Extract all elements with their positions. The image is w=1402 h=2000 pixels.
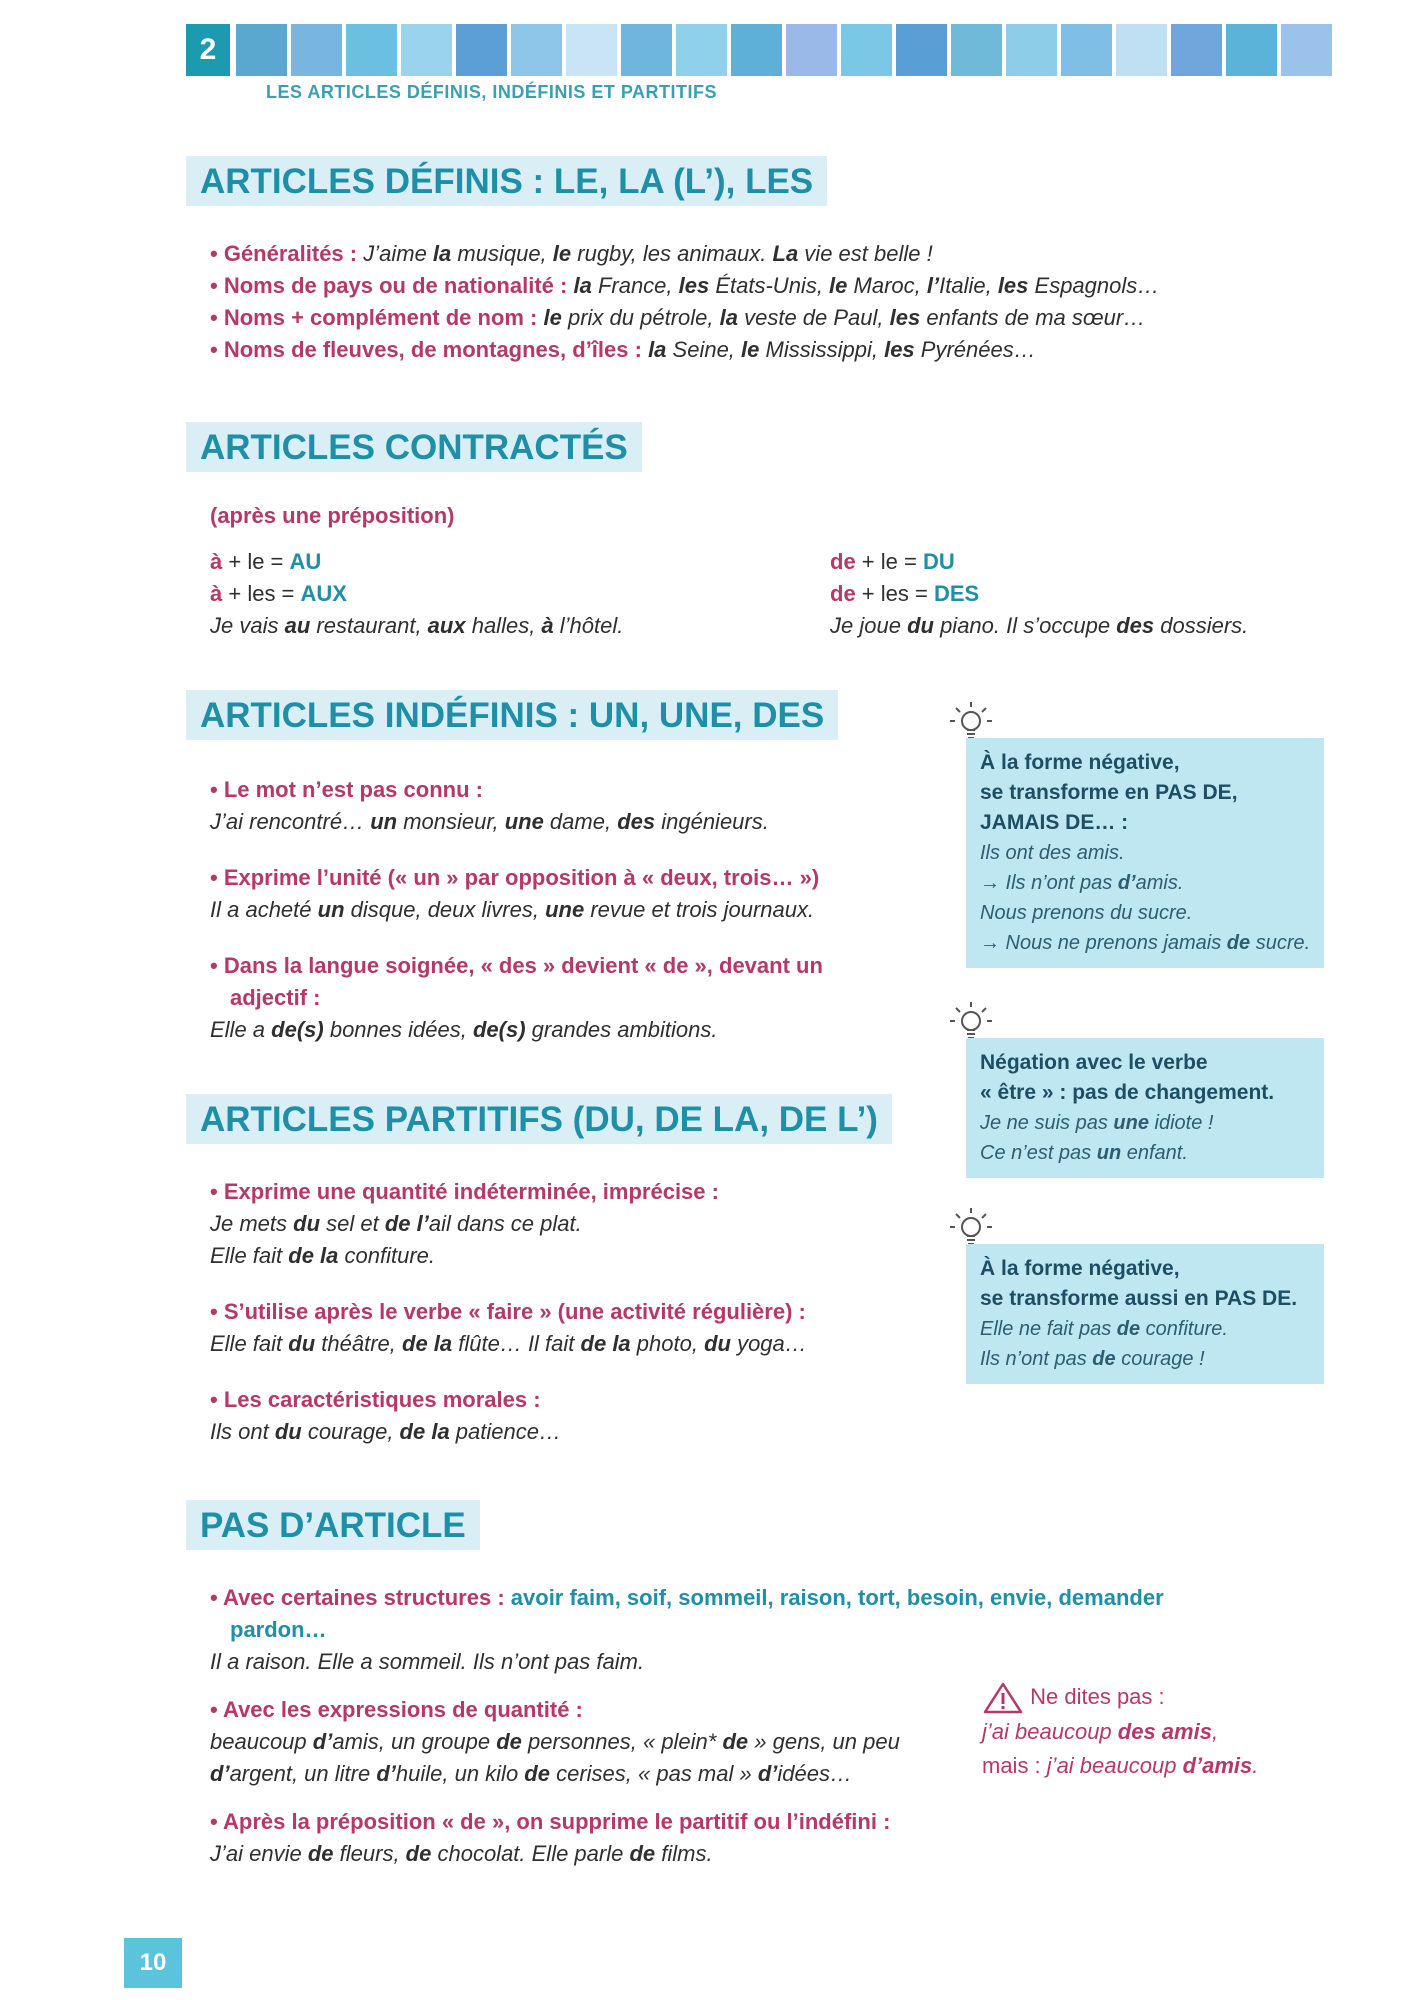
header-square bbox=[896, 24, 947, 76]
section-heading-partitifs: ARTICLES PARTITIFS (DU, DE LA, DE L’) bbox=[186, 1094, 892, 1144]
item-example: Elle a de(s) bonnes idées, de(s) grandes ambitions. bbox=[210, 1017, 718, 1042]
tip-title: « être » : pas de changement. bbox=[980, 1081, 1275, 1104]
item-example: J’aime la musique, le rugby, les animaux. La vie est belle ! bbox=[363, 241, 933, 266]
header-square bbox=[951, 24, 1002, 76]
header-square bbox=[456, 24, 507, 76]
definis-item: • Noms de pays ou de nationalité : la France, les États-Unis, le Maroc, l’Italie, les Espagnols… bbox=[210, 273, 1160, 298]
pas-article-item-cont: pardon… bbox=[230, 1617, 327, 1642]
item-example: la France, les États-Unis, le Maroc, l’Italie, les Espagnols… bbox=[573, 273, 1160, 298]
header-square bbox=[1006, 24, 1057, 76]
contraction-rule: de + les = DES bbox=[830, 581, 980, 606]
item-label: Généralités : bbox=[223, 241, 358, 266]
item-example: Il a acheté un disque, deux livres, une revue et trois journaux. bbox=[210, 897, 815, 922]
pas-article-item: • Après la préposition « de », on supprime le partitif ou l’indéfini : bbox=[210, 1809, 891, 1834]
tip-example: → Nous ne prenons jamais de sucre. bbox=[980, 932, 1311, 954]
item-example: le prix du pétrole, la veste de Paul, les enfants de ma sœur… bbox=[543, 305, 1146, 330]
header-square bbox=[236, 24, 287, 76]
header-square bbox=[1226, 24, 1277, 76]
header-square bbox=[1061, 24, 1112, 76]
definis-item: • Noms de fleuves, de montagnes, d’îles : la Seine, le Mississippi, les Pyrénées… bbox=[210, 337, 1036, 362]
tip-box bbox=[966, 738, 1324, 968]
item-example: Elle fait de la confiture. bbox=[210, 1243, 436, 1268]
header-square bbox=[566, 24, 617, 76]
item-example: Il a raison. Elle a sommeil. Ils n’ont pas faim. bbox=[210, 1649, 645, 1674]
partitifs-list bbox=[210, 1176, 807, 1448]
partitifs-item: • S’utilise après le verbe « faire » (une activité régulière) : bbox=[210, 1299, 806, 1324]
tip-example: → Ils n’ont pas d’amis. bbox=[980, 872, 1184, 894]
contractes-right bbox=[830, 546, 1248, 642]
contraction-rule: à + le = AU bbox=[210, 549, 322, 574]
tip-example: Je ne suis pas une idiote ! bbox=[980, 1112, 1214, 1134]
definis-item: • Généralités : J’aime la musique, le rugby, les animaux. La vie est belle ! bbox=[210, 241, 933, 266]
indefinis-item: • Exprime l’unité (« un » par opposition à « deux, trois… ») bbox=[210, 865, 820, 890]
section-heading-contractes: ARTICLES CONTRACTÉS bbox=[186, 422, 642, 472]
contractes-left bbox=[210, 546, 623, 642]
contraction-example: Je joue du piano. Il s’occupe des dossiers. bbox=[830, 613, 1249, 638]
header-squares bbox=[236, 24, 1332, 76]
chapter-number: 2 bbox=[186, 24, 230, 76]
item-example: d’argent, un litre d’huile, un kilo de cerises, « pas mal » d’idées… bbox=[210, 1761, 853, 1786]
header-square bbox=[511, 24, 562, 76]
header-square bbox=[621, 24, 672, 76]
pas-article-item: • Avec certaines structures : avoir faim, soif, sommeil, raison, tort, besoin, envie, demander bbox=[210, 1585, 1164, 1610]
item-label: Noms de pays ou de nationalité : bbox=[223, 273, 568, 298]
warning-title: Ne dites pas : bbox=[1030, 1684, 1165, 1709]
tip-title: À la forme négative, bbox=[980, 751, 1180, 774]
tip-title: se transforme aussi en PAS DE. bbox=[980, 1287, 1298, 1310]
header-square bbox=[1171, 24, 1222, 76]
header-square bbox=[786, 24, 837, 76]
warning-title-row bbox=[982, 1680, 1258, 1715]
contraction-rule: à + les = AUX bbox=[210, 581, 347, 606]
header-square bbox=[291, 24, 342, 76]
tip-box bbox=[966, 1038, 1324, 1178]
item-example: J’ai envie de fleurs, de chocolat. Elle parle de films. bbox=[210, 1841, 713, 1866]
item-example: Elle fait du théâtre, de la flûte… Il fait de la photo, du yoga… bbox=[210, 1331, 807, 1356]
definis-item: • Noms + complément de nom : le prix du pétrole, la veste de Paul, les enfants de ma sœur… bbox=[210, 305, 1146, 330]
header-square bbox=[731, 24, 782, 76]
header-square bbox=[1116, 24, 1167, 76]
section-heading-pas-article: PAS D’ARTICLE bbox=[186, 1500, 480, 1550]
item-example: beaucoup d’amis, un groupe de personnes, « plein* de » gens, un peu bbox=[210, 1729, 900, 1754]
indefinis-item: • Le mot n’est pas connu : bbox=[210, 777, 483, 802]
warning-note bbox=[982, 1680, 1258, 1783]
chapter-title: LES ARTICLES DÉFINIS, INDÉFINIS ET PARTITIFS bbox=[266, 82, 718, 102]
indefinis-item: • Dans la langue soignée, « des » devient « de », devant un bbox=[210, 953, 823, 978]
item-label: Noms + complément de nom : bbox=[223, 305, 538, 330]
item-example: Je mets du sel et de l’ail dans ce plat. bbox=[210, 1211, 582, 1236]
item-example: Ils ont du courage, de la patience… bbox=[210, 1419, 561, 1444]
header-square bbox=[841, 24, 892, 76]
header-square bbox=[676, 24, 727, 76]
partitifs-item: • Exprime une quantité indéterminée, imprécise : bbox=[210, 1179, 719, 1204]
contractes-subtitle: (après une préposition) bbox=[210, 503, 455, 528]
section-heading-indefinis: ARTICLES INDÉFINIS : UN, UNE, DES bbox=[186, 690, 838, 740]
tip-box bbox=[966, 1244, 1324, 1384]
header-square bbox=[1281, 24, 1332, 76]
definis-list bbox=[210, 238, 1159, 366]
tip-title: Négation avec le verbe bbox=[980, 1051, 1208, 1074]
warning-icon bbox=[982, 1681, 1024, 1715]
tip-example: Ils ont des amis. bbox=[980, 842, 1125, 864]
page-number: 10 bbox=[124, 1938, 182, 1988]
partitifs-item: • Les caractéristiques morales : bbox=[210, 1387, 541, 1412]
pas-article-item: • Avec les expressions de quantité : bbox=[210, 1697, 583, 1722]
tip-example: Ils n’ont pas de courage ! bbox=[980, 1348, 1205, 1370]
indefinis-item-cont: adjectif : bbox=[230, 985, 321, 1010]
tip-title: À la forme négative, bbox=[980, 1257, 1180, 1280]
header-square bbox=[401, 24, 452, 76]
warning-line: mais : j’ai beaucoup d’amis. bbox=[982, 1753, 1259, 1779]
section-heading-definis: ARTICLES DÉFINIS : LE, LA (L’), LES bbox=[186, 156, 827, 206]
tip-example: Elle ne fait pas de confiture. bbox=[980, 1318, 1228, 1340]
header-square bbox=[346, 24, 397, 76]
warning-line: j’ai beaucoup des amis, bbox=[982, 1719, 1219, 1745]
tip-example: Nous prenons du sucre. bbox=[980, 902, 1193, 924]
item-label: Noms de fleuves, de montagnes, d’îles : bbox=[223, 337, 642, 362]
contraction-rule: de + le = DU bbox=[830, 549, 955, 574]
indefinis-list bbox=[210, 774, 823, 1046]
item-example: J’ai rencontré… un monsieur, une dame, des ingénieurs. bbox=[210, 809, 769, 834]
tip-example: Ce n’est pas un enfant. bbox=[980, 1142, 1188, 1164]
tip-title: se transforme en PAS DE, bbox=[980, 781, 1238, 804]
tip-title: JAMAIS DE… : bbox=[980, 811, 1129, 834]
contraction-example: Je vais au restaurant, aux halles, à l’hôtel. bbox=[210, 613, 624, 638]
item-example: la Seine, le Mississippi, les Pyrénées… bbox=[648, 337, 1036, 362]
